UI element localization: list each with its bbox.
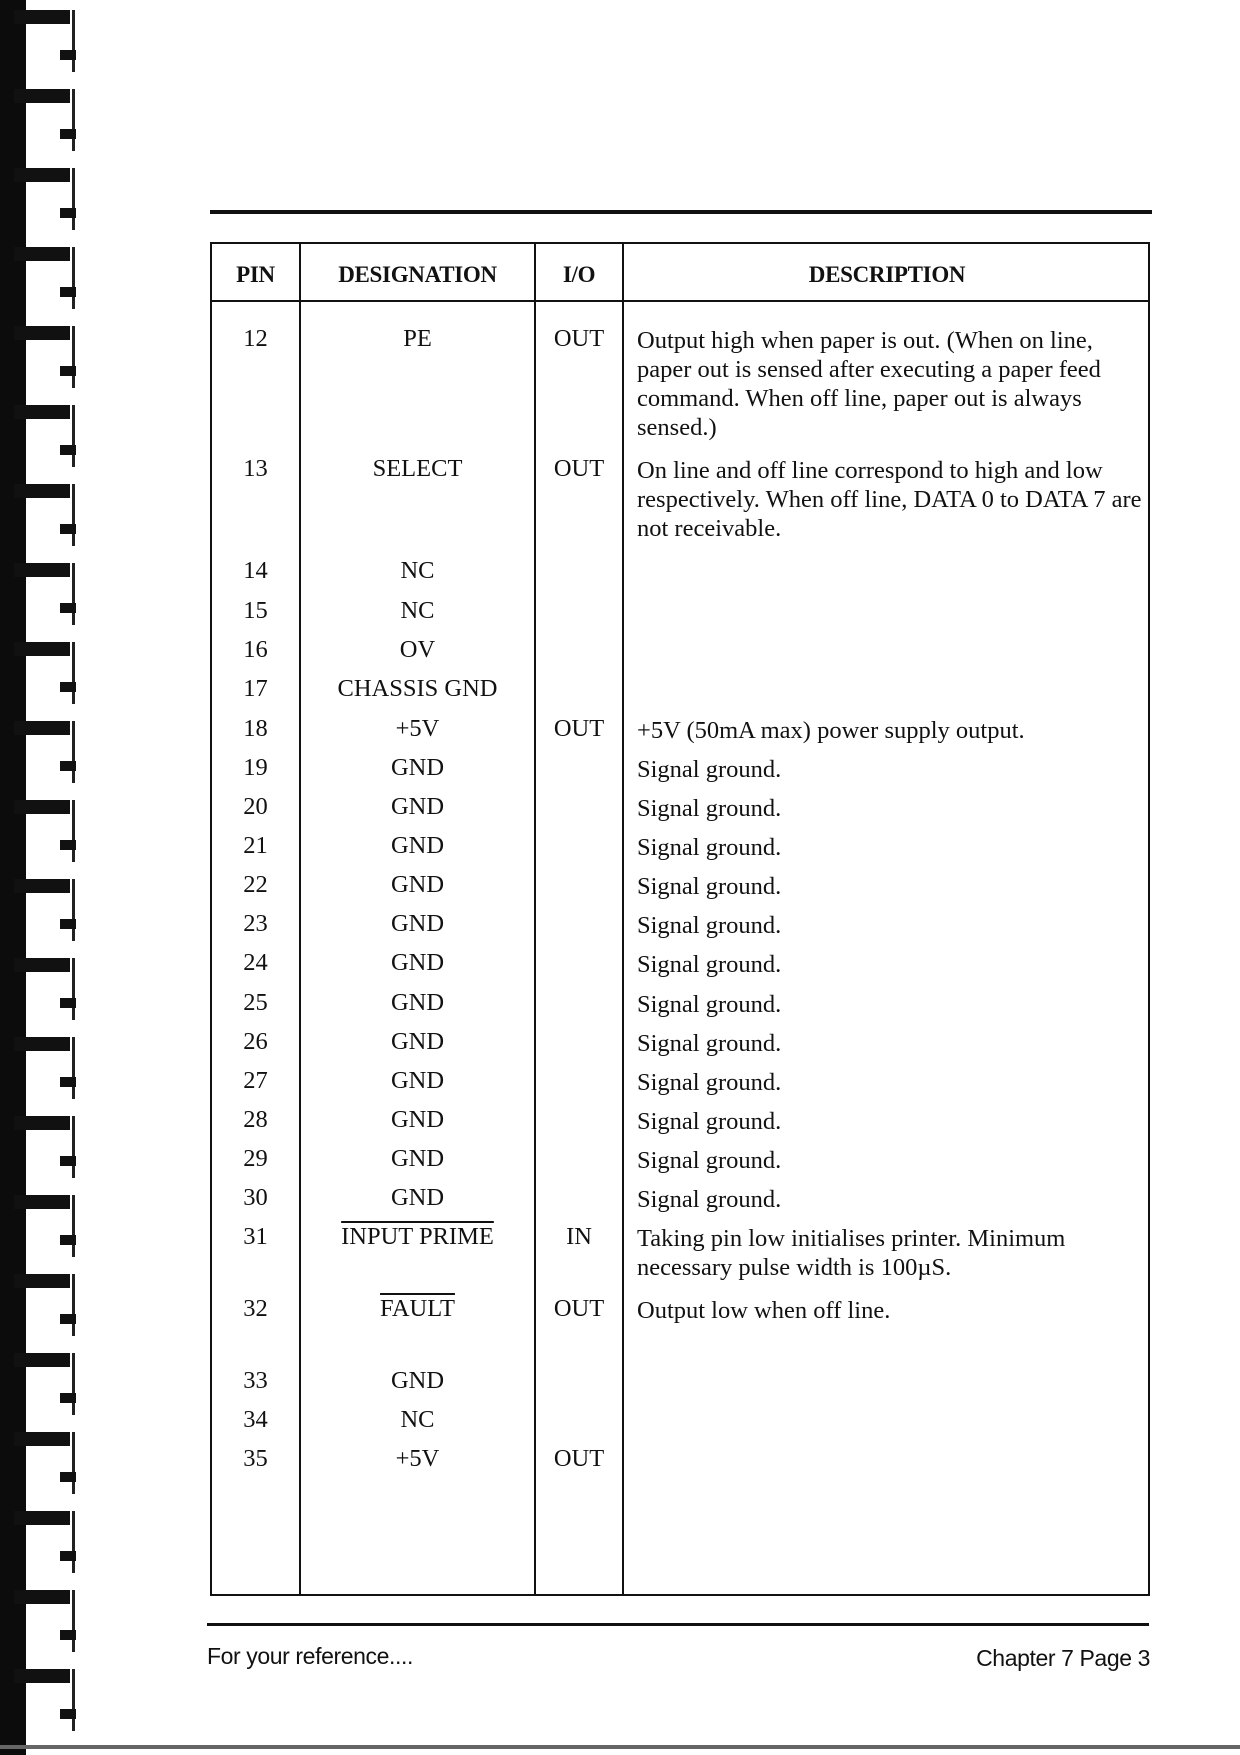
description-cell: Signal ground. — [637, 1030, 782, 1057]
pin-cell: 18 — [243, 715, 268, 742]
binding-ring — [14, 1037, 74, 1099]
column-divider — [534, 244, 536, 1594]
pin-cell: 19 — [243, 754, 268, 781]
designation-cell: GND — [390, 1028, 445, 1055]
binding-ring — [14, 1274, 74, 1336]
pin-cell: 15 — [243, 597, 268, 624]
pin-table — [210, 242, 1150, 1596]
pin-cell: 20 — [243, 793, 268, 820]
binding-ring — [14, 1669, 74, 1731]
binding-ring — [14, 484, 74, 546]
pin-cell: 14 — [243, 557, 268, 584]
designation-cell: GND — [390, 1184, 445, 1211]
pin-cell: 25 — [243, 989, 268, 1016]
designation-cell: GND — [390, 793, 445, 820]
pin-cell: 23 — [243, 910, 268, 937]
io-cell: OUT — [553, 1295, 605, 1322]
binding-ring — [14, 1511, 74, 1573]
pin-cell: 17 — [243, 675, 268, 702]
pin-cell: 16 — [243, 636, 268, 663]
description-cell: Output high when paper is out. (When on line, paper out is sensed after executing a paper feed command. When off line, paper out is always sensed.) — [637, 327, 1101, 441]
top-rule — [210, 210, 1152, 214]
description-cell: Signal ground. — [637, 1186, 782, 1213]
pin-cell: 24 — [243, 949, 268, 976]
description-cell: Signal ground. — [637, 756, 782, 783]
binding-ring — [14, 405, 74, 467]
binding-ring — [14, 958, 74, 1020]
description-cell: Signal ground. — [637, 1147, 782, 1174]
binding-ring — [14, 642, 74, 704]
bottom-rule — [207, 1623, 1149, 1626]
designation-cell: NC — [400, 1406, 435, 1433]
pin-cell: 28 — [243, 1106, 268, 1133]
designation-cell: PE — [403, 325, 432, 352]
binding-ring — [14, 879, 74, 941]
binding-ring — [14, 1353, 74, 1415]
designation-cell: GND — [390, 989, 445, 1016]
binding-ring — [14, 247, 74, 309]
binding-ring — [14, 563, 74, 625]
pin-cell: 13 — [243, 455, 268, 482]
description-cell: Output low when off line. — [637, 1297, 891, 1324]
designation-cell: CHASSIS GND — [337, 675, 498, 702]
pin-cell: 31 — [243, 1223, 268, 1250]
footer-page-number: Chapter 7 Page 3 — [976, 1645, 1150, 1671]
pin-cell: 30 — [243, 1184, 268, 1211]
designation-cell: NC — [400, 557, 435, 584]
binding-ring — [14, 1116, 74, 1178]
pin-cell: 27 — [243, 1067, 268, 1094]
pin-cell: 34 — [243, 1406, 268, 1433]
binding-ring — [14, 326, 74, 388]
spiral-binding — [0, 0, 90, 1755]
io-cell: IN — [566, 1223, 592, 1250]
designation-cell: SELECT — [372, 455, 463, 482]
binding-ring — [14, 168, 74, 230]
description-cell: Signal ground. — [637, 873, 782, 900]
header-io: I/O — [562, 262, 596, 287]
binding-ring — [14, 10, 74, 72]
designation-cell: GND — [390, 871, 445, 898]
description-cell: Signal ground. — [637, 912, 782, 939]
binding-ring — [14, 1432, 74, 1494]
pin-cell: 35 — [243, 1445, 268, 1472]
designation-cell: GND — [390, 910, 445, 937]
designation-cell: GND — [390, 1106, 445, 1133]
pin-cell: 32 — [243, 1295, 268, 1322]
io-cell: OUT — [553, 455, 605, 482]
pin-cell: 29 — [243, 1145, 268, 1172]
binding-ring — [14, 800, 74, 862]
binding-ring — [14, 1195, 74, 1257]
pin-cell: 22 — [243, 871, 268, 898]
description-cell: Signal ground. — [637, 1108, 782, 1135]
description-cell: Signal ground. — [637, 991, 782, 1018]
io-cell: OUT — [553, 325, 605, 352]
header-description: DESCRIPTION — [808, 262, 966, 287]
designation-cell: GND — [390, 754, 445, 781]
header-divider — [212, 300, 1148, 302]
designation-cell: FAULT — [380, 1295, 455, 1322]
column-divider — [622, 244, 624, 1594]
description-cell: Signal ground. — [637, 1069, 782, 1096]
description-cell: +5V (50mA max) power supply output. — [637, 717, 1025, 744]
pin-cell: 33 — [243, 1367, 268, 1394]
designation-cell: +5V — [395, 1445, 440, 1472]
page-bottom-edge — [0, 1745, 1240, 1749]
designation-cell: GND — [390, 1367, 445, 1394]
designation-cell: GND — [390, 1067, 445, 1094]
designation-cell: INPUT PRIME — [341, 1223, 494, 1250]
designation-cell: +5V — [395, 715, 440, 742]
io-cell: OUT — [553, 715, 605, 742]
pin-cell: 12 — [243, 325, 268, 352]
header-pin: PIN — [236, 262, 275, 287]
designation-cell: GND — [390, 832, 445, 859]
binding-ring — [14, 721, 74, 783]
binding-ring — [14, 1590, 74, 1652]
footer-reference: For your reference.... — [207, 1643, 413, 1669]
pin-cell: 21 — [243, 832, 268, 859]
io-cell: OUT — [553, 1445, 605, 1472]
pin-cell: 26 — [243, 1028, 268, 1055]
designation-cell: GND — [390, 1145, 445, 1172]
description-cell: Signal ground. — [637, 795, 782, 822]
description-cell: Signal ground. — [637, 951, 782, 978]
description-cell: Taking pin low initialises printer. Minimum necessary pulse width is 100µS. — [637, 1225, 1066, 1281]
designation-cell: NC — [400, 597, 435, 624]
binding-ring — [14, 89, 74, 151]
designation-cell: GND — [390, 949, 445, 976]
description-cell: On line and off line correspond to high and low respectively. When off line, DATA 0 to DATA 7 are not receivable. — [637, 457, 1142, 542]
designation-cell: OV — [399, 636, 436, 663]
header-designation: DESIGNATION — [338, 262, 497, 287]
description-cell: Signal ground. — [637, 834, 782, 861]
